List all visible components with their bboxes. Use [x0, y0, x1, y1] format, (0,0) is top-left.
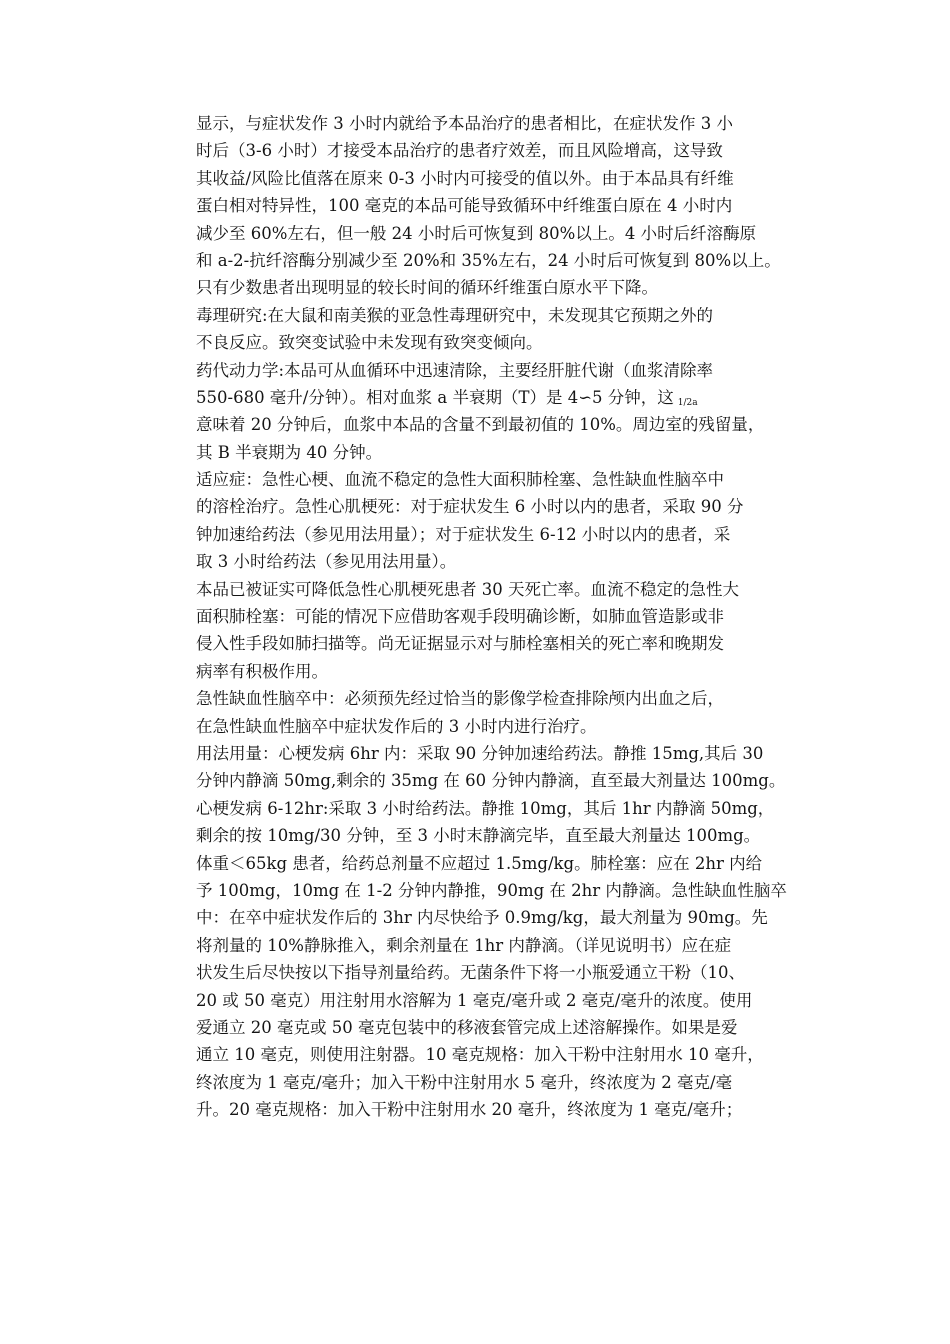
- text-line: 将剂量的 10%静脉推入，剩余剂量在 1hr 内静滴。（详见说明书）应在症: [196, 935, 732, 955]
- text-line: 心梗发病 6-12hr:采取 3 小时给药法。静推 10mg，其后 1hr 内静滴 50mg，: [196, 798, 775, 818]
- document-body: [196, 110, 856, 1123]
- text-line: 病率有积极作用。: [196, 661, 328, 681]
- text-line: 终浓度为 1 毫克/毫升；加入干粉中注射用水 5 毫升，终浓度为 2 毫克/毫: [196, 1072, 733, 1092]
- text-line: 毒理研究:在大鼠和南美猴的亚急性毒理研究中，未发现其它预期之外的: [196, 305, 714, 325]
- text-line: 爱通立 20 毫克或 50 毫克包装中的移液套管完成上述溶解操作。如果是爱: [196, 1017, 738, 1037]
- text-line: 体重＜65kg 患者，给药总剂量不应超过 1.5mg/kg。肺栓塞：应在 2hr 内给: [196, 853, 763, 873]
- text-line: 时后（3-6 小时）才接受本品治疗的患者疗效差，而且风险增高，这导致: [196, 141, 723, 161]
- text-line: 钟加速给药法（参见用法用量）；对于症状发生 6-12 小时以内的患者，采: [196, 524, 731, 544]
- text-line: 本品已被证实可降低急性心肌梗死患者 30 天死亡率。血流不稳定的急性大: [196, 579, 739, 599]
- text-line: 用法用量：心梗发病 6hr 内：采取 90 分钟加速给药法。静推 15mg,其后 30: [196, 743, 764, 763]
- text-line: 减少至 60%左右，但一般 24 小时后可恢复到 80%以上。4 小时后纤溶酶原: [196, 223, 757, 243]
- text-line: 在急性缺血性脑卒中症状发作后的 3 小时内进行治疗。: [196, 716, 597, 736]
- text-line: 的溶栓治疗。急性心肌梗死：对于症状发生 6 小时以内的患者，采取 90 分: [196, 497, 744, 517]
- text-line: 予 100mg，10mg 在 1-2 分钟内静推，90mg 在 2hr 内静滴。急性缺血性脑卒: [196, 880, 787, 900]
- text-line: 适应症：急性心梗、血流不稳定的急性大面积肺栓塞、急性缺血性脑卒中: [196, 470, 724, 490]
- text-line: 其收益/风险比值落在原来 0-3 小时内可接受的值以外。由于本品具有纤维: [196, 168, 734, 188]
- text-line: 20 或 50 毫克）用注射用水溶解为 1 毫克/毫升或 2 毫克/毫升的浓度。使用: [196, 990, 753, 1010]
- text-line: 侵入性手段如肺扫描等。尚无证据显示对与肺栓塞相关的死亡率和晚期发: [196, 634, 724, 654]
- text-line: 和 a-2-抗纤溶酶分别减少至 20%和 35%左右，24 小时后可恢复到 80%以上。: [196, 250, 781, 270]
- text-line: 蛋白相对特异性，100 毫克的本品可能导致循环中纤维蛋白原在 4 小时内: [196, 196, 733, 216]
- text-line: 显示，与症状发作 3 小时内就给予本品治疗的患者相比，在症状发作 3 小: [196, 114, 733, 133]
- text-line: 不良反应。致突变试验中未发现有致突变倾向。: [196, 333, 543, 353]
- text-line-main: 550-680 毫升/分钟）。相对血浆 a 半衰期（T）是 4∽5 分钟，这: [196, 387, 674, 407]
- text-line-with-subscript: [196, 384, 856, 411]
- text-line: 升。20 毫克规格：加入干粉中注射用水 20 毫升，终浓度为 1 毫克/毫升；: [196, 1100, 743, 1120]
- text-line: 急性缺血性脑卒中：必须预先经过恰当的影像学检查排除颅内出血之后，: [196, 689, 724, 709]
- text-line: 意味着 20 分钟后，血浆中本品的含量不到最初值的 10%。周边室的残留量，: [196, 415, 765, 435]
- text-line: 药代动力学:本品可从血循环中迅速清除，主要经肝脏代谢（血浆清除率: [196, 360, 714, 380]
- half-life-subscript: 1/2a: [677, 397, 698, 408]
- text-line: 其 B 半衰期为 40 分钟。: [196, 442, 383, 462]
- text-line: 只有少数患者出现明显的较长时间的循环纤维蛋白原水平下降。: [196, 278, 658, 298]
- text-line: 状发生后尽快按以下指导剂量给药。无菌条件下将一小瓶爱通立干粉（10、: [196, 963, 745, 983]
- text-line: 通立 10 毫克，则使用注射器。10 毫克规格：加入干粉中注射用水 10 毫升，: [196, 1045, 764, 1065]
- text-line: 取 3 小时给药法（参见用法用量）。: [196, 552, 457, 572]
- text-line: 分钟内静滴 50mg,剩余的 35mg 在 60 分钟内静滴，直至最大剂量达 100mg。: [196, 771, 786, 791]
- text-line: 中：在卒中症状发作后的 3hr 内尽快给予 0.9mg/kg，最大剂量为 90mg。先: [196, 908, 768, 928]
- text-line: 剩余的按 10mg/30 分钟，至 3 小时末静滴完毕，直至最大剂量达 100mg。: [196, 826, 761, 846]
- text-line: 面积肺栓塞：可能的情况下应借助客观手段明确诊断，如肺血管造影或非: [196, 607, 724, 627]
